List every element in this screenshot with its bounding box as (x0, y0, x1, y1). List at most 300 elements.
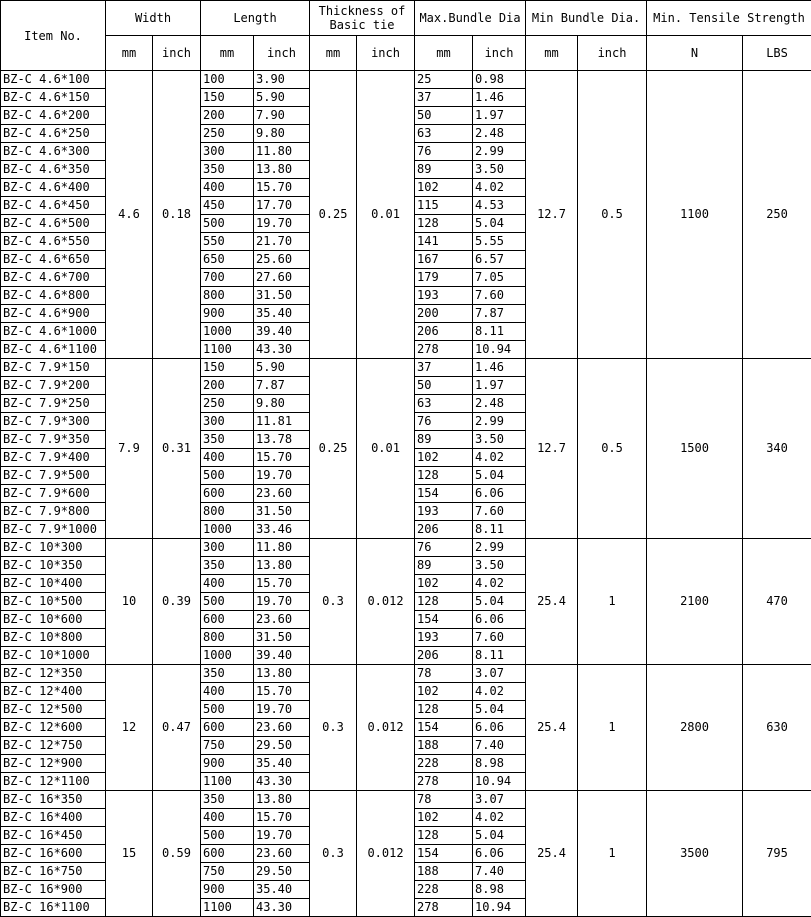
unit-min-bundle-mm: mm (526, 36, 578, 71)
max-bundle-inch-cell: 8.98 (473, 881, 526, 899)
length-inch-cell: 11.80 (254, 539, 310, 557)
item-no-cell: BZ-C 4.6*700 (1, 269, 106, 287)
length-mm-cell: 350 (201, 431, 254, 449)
max-bundle-inch-cell: 10.94 (473, 341, 526, 359)
item-no-cell: BZ-C 12*400 (1, 683, 106, 701)
max-bundle-mm-cell: 128 (415, 827, 473, 845)
max-bundle-inch-cell: 3.07 (473, 665, 526, 683)
length-inch-cell: 19.70 (254, 827, 310, 845)
length-inch-cell: 35.40 (254, 305, 310, 323)
length-mm-cell: 1100 (201, 341, 254, 359)
item-no-cell: BZ-C 7.9*600 (1, 485, 106, 503)
length-inch-cell: 23.60 (254, 485, 310, 503)
length-mm-cell: 450 (201, 197, 254, 215)
tensile-n-cell: 2800 (647, 665, 743, 791)
unit-thickness-mm: mm (310, 36, 357, 71)
max-bundle-inch-cell: 7.05 (473, 269, 526, 287)
unit-width-inch: inch (153, 36, 201, 71)
unit-thickness-inch: inch (357, 36, 415, 71)
length-mm-cell: 300 (201, 413, 254, 431)
item-no-cell: BZ-C 4.6*650 (1, 251, 106, 269)
length-inch-cell: 15.70 (254, 809, 310, 827)
tensile-lbs-cell: 470 (743, 539, 811, 665)
max-bundle-mm-cell: 200 (415, 305, 473, 323)
header-width: Width (106, 1, 201, 36)
length-mm-cell: 700 (201, 269, 254, 287)
item-no-cell: BZ-C 7.9*150 (1, 359, 106, 377)
item-no-cell: BZ-C 7.9*350 (1, 431, 106, 449)
max-bundle-inch-cell: 3.50 (473, 161, 526, 179)
item-no-cell: BZ-C 12*350 (1, 665, 106, 683)
tensile-lbs-cell: 795 (743, 791, 811, 917)
max-bundle-inch-cell: 4.02 (473, 683, 526, 701)
length-inch-cell: 15.70 (254, 575, 310, 593)
unit-min-bundle-inch: inch (578, 36, 647, 71)
max-bundle-inch-cell: 0.98 (473, 71, 526, 89)
max-bundle-mm-cell: 179 (415, 269, 473, 287)
header-min-tensile-strength: Min. Tensile Strength (647, 1, 811, 36)
max-bundle-inch-cell: 7.60 (473, 629, 526, 647)
max-bundle-inch-cell: 10.94 (473, 773, 526, 791)
tensile-n-cell: 1100 (647, 71, 743, 359)
max-bundle-inch-cell: 6.06 (473, 845, 526, 863)
max-bundle-mm-cell: 76 (415, 539, 473, 557)
max-bundle-inch-cell: 2.99 (473, 143, 526, 161)
length-mm-cell: 1100 (201, 773, 254, 791)
length-inch-cell: 33.46 (254, 521, 310, 539)
max-bundle-inch-cell: 1.46 (473, 359, 526, 377)
unit-width-mm: mm (106, 36, 153, 71)
unit-max-bundle-mm: mm (415, 36, 473, 71)
length-inch-cell: 43.30 (254, 341, 310, 359)
max-bundle-inch-cell: 7.40 (473, 737, 526, 755)
max-bundle-inch-cell: 2.99 (473, 539, 526, 557)
max-bundle-inch-cell: 7.87 (473, 305, 526, 323)
length-mm-cell: 750 (201, 737, 254, 755)
item-no-cell: BZ-C 4.6*300 (1, 143, 106, 161)
max-bundle-mm-cell: 141 (415, 233, 473, 251)
length-mm-cell: 100 (201, 71, 254, 89)
item-no-cell: BZ-C 4.6*800 (1, 287, 106, 305)
min-bundle-inch-cell: 0.5 (578, 71, 647, 359)
width-inch-cell: 0.59 (153, 791, 201, 917)
max-bundle-inch-cell: 4.02 (473, 575, 526, 593)
item-no-cell: BZ-C 4.6*550 (1, 233, 106, 251)
length-mm-cell: 500 (201, 593, 254, 611)
max-bundle-mm-cell: 63 (415, 395, 473, 413)
length-mm-cell: 600 (201, 845, 254, 863)
max-bundle-inch-cell: 8.11 (473, 323, 526, 341)
max-bundle-mm-cell: 76 (415, 413, 473, 431)
length-inch-cell: 3.90 (254, 71, 310, 89)
min-bundle-inch-cell: 0.5 (578, 359, 647, 539)
length-mm-cell: 1000 (201, 521, 254, 539)
length-inch-cell: 23.60 (254, 719, 310, 737)
max-bundle-mm-cell: 63 (415, 125, 473, 143)
thickness-mm-cell: 0.3 (310, 791, 357, 917)
max-bundle-mm-cell: 154 (415, 485, 473, 503)
max-bundle-mm-cell: 278 (415, 341, 473, 359)
max-bundle-mm-cell: 128 (415, 593, 473, 611)
thickness-inch-cell: 0.01 (357, 359, 415, 539)
length-inch-cell: 7.90 (254, 107, 310, 125)
max-bundle-mm-cell: 154 (415, 611, 473, 629)
max-bundle-inch-cell: 4.02 (473, 179, 526, 197)
item-no-cell: BZ-C 10*300 (1, 539, 106, 557)
max-bundle-mm-cell: 188 (415, 863, 473, 881)
max-bundle-mm-cell: 50 (415, 107, 473, 125)
header-min-bundle-dia: Min Bundle Dia. (526, 1, 647, 36)
length-mm-cell: 250 (201, 125, 254, 143)
length-inch-cell: 11.80 (254, 143, 310, 161)
length-mm-cell: 350 (201, 665, 254, 683)
tensile-lbs-cell: 630 (743, 665, 811, 791)
item-no-cell: BZ-C 12*1100 (1, 773, 106, 791)
item-no-cell: BZ-C 7.9*400 (1, 449, 106, 467)
length-mm-cell: 150 (201, 359, 254, 377)
item-no-cell: BZ-C 4.6*450 (1, 197, 106, 215)
item-no-cell: BZ-C 12*500 (1, 701, 106, 719)
item-no-cell: BZ-C 16*400 (1, 809, 106, 827)
length-mm-cell: 1000 (201, 323, 254, 341)
length-inch-cell: 19.70 (254, 215, 310, 233)
length-inch-cell: 7.87 (254, 377, 310, 395)
item-no-cell: BZ-C 16*350 (1, 791, 106, 809)
min-bundle-mm-cell: 12.7 (526, 71, 578, 359)
header-length: Length (201, 1, 310, 36)
length-inch-cell: 15.70 (254, 179, 310, 197)
tensile-n-cell: 2100 (647, 539, 743, 665)
min-bundle-mm-cell: 25.4 (526, 791, 578, 917)
max-bundle-mm-cell: 154 (415, 845, 473, 863)
item-no-cell: BZ-C 12*600 (1, 719, 106, 737)
length-mm-cell: 300 (201, 143, 254, 161)
max-bundle-mm-cell: 228 (415, 881, 473, 899)
item-no-cell: BZ-C 7.9*500 (1, 467, 106, 485)
max-bundle-inch-cell: 6.06 (473, 485, 526, 503)
thickness-mm-cell: 0.3 (310, 539, 357, 665)
length-mm-cell: 500 (201, 827, 254, 845)
length-mm-cell: 600 (201, 719, 254, 737)
length-mm-cell: 800 (201, 629, 254, 647)
max-bundle-mm-cell: 102 (415, 575, 473, 593)
length-mm-cell: 150 (201, 89, 254, 107)
thickness-inch-cell: 0.01 (357, 71, 415, 359)
length-inch-cell: 23.60 (254, 611, 310, 629)
max-bundle-inch-cell: 7.60 (473, 287, 526, 305)
item-no-cell: BZ-C 12*900 (1, 755, 106, 773)
item-no-cell: BZ-C 7.9*1000 (1, 521, 106, 539)
length-inch-cell: 19.70 (254, 701, 310, 719)
length-mm-cell: 400 (201, 179, 254, 197)
width-inch-cell: 0.47 (153, 665, 201, 791)
max-bundle-mm-cell: 193 (415, 503, 473, 521)
thickness-mm-cell: 0.3 (310, 665, 357, 791)
item-no-cell: BZ-C 7.9*800 (1, 503, 106, 521)
max-bundle-inch-cell: 3.50 (473, 431, 526, 449)
length-inch-cell: 31.50 (254, 503, 310, 521)
max-bundle-inch-cell: 5.55 (473, 233, 526, 251)
length-inch-cell: 35.40 (254, 755, 310, 773)
thickness-mm-cell: 0.25 (310, 71, 357, 359)
length-inch-cell: 43.30 (254, 899, 310, 917)
max-bundle-mm-cell: 89 (415, 557, 473, 575)
min-bundle-inch-cell: 1 (578, 791, 647, 917)
width-inch-cell: 0.18 (153, 71, 201, 359)
item-no-cell: BZ-C 4.6*150 (1, 89, 106, 107)
length-mm-cell: 900 (201, 881, 254, 899)
length-inch-cell: 39.40 (254, 647, 310, 665)
thickness-inch-cell: 0.012 (357, 665, 415, 791)
length-mm-cell: 400 (201, 683, 254, 701)
table-row (1, 71, 811, 89)
length-inch-cell: 5.90 (254, 359, 310, 377)
length-mm-cell: 800 (201, 503, 254, 521)
max-bundle-mm-cell: 167 (415, 251, 473, 269)
max-bundle-mm-cell: 193 (415, 287, 473, 305)
max-bundle-inch-cell: 2.48 (473, 125, 526, 143)
max-bundle-mm-cell: 193 (415, 629, 473, 647)
length-mm-cell: 250 (201, 395, 254, 413)
max-bundle-inch-cell: 1.97 (473, 377, 526, 395)
width-mm-cell: 15 (106, 791, 153, 917)
min-bundle-mm-cell: 12.7 (526, 359, 578, 539)
length-inch-cell: 29.50 (254, 737, 310, 755)
length-mm-cell: 600 (201, 485, 254, 503)
max-bundle-mm-cell: 76 (415, 143, 473, 161)
width-mm-cell: 10 (106, 539, 153, 665)
length-mm-cell: 1100 (201, 899, 254, 917)
thickness-inch-cell: 0.012 (357, 791, 415, 917)
width-mm-cell: 4.6 (106, 71, 153, 359)
length-mm-cell: 550 (201, 233, 254, 251)
length-mm-cell: 500 (201, 467, 254, 485)
item-no-cell: BZ-C 4.6*1000 (1, 323, 106, 341)
min-bundle-mm-cell: 25.4 (526, 539, 578, 665)
max-bundle-inch-cell: 4.02 (473, 809, 526, 827)
item-no-cell: BZ-C 12*750 (1, 737, 106, 755)
width-inch-cell: 0.39 (153, 539, 201, 665)
length-inch-cell: 9.80 (254, 125, 310, 143)
length-mm-cell: 650 (201, 251, 254, 269)
width-mm-cell: 12 (106, 665, 153, 791)
length-mm-cell: 500 (201, 701, 254, 719)
length-mm-cell: 400 (201, 449, 254, 467)
item-no-cell: BZ-C 16*1100 (1, 899, 106, 917)
table-body (1, 71, 811, 917)
max-bundle-mm-cell: 37 (415, 359, 473, 377)
max-bundle-inch-cell: 1.46 (473, 89, 526, 107)
length-inch-cell: 17.70 (254, 197, 310, 215)
max-bundle-mm-cell: 102 (415, 179, 473, 197)
length-mm-cell: 350 (201, 791, 254, 809)
table-row (1, 791, 811, 809)
length-inch-cell: 31.50 (254, 629, 310, 647)
item-no-cell: BZ-C 16*750 (1, 863, 106, 881)
unit-tensile-n: N (647, 36, 743, 71)
length-inch-cell: 29.50 (254, 863, 310, 881)
item-no-cell: BZ-C 10*500 (1, 593, 106, 611)
max-bundle-inch-cell: 4.53 (473, 197, 526, 215)
item-no-cell: BZ-C 4.6*400 (1, 179, 106, 197)
length-mm-cell: 900 (201, 755, 254, 773)
item-no-cell: BZ-C 4.6*350 (1, 161, 106, 179)
max-bundle-mm-cell: 89 (415, 431, 473, 449)
item-no-cell: BZ-C 7.9*250 (1, 395, 106, 413)
length-mm-cell: 500 (201, 215, 254, 233)
length-mm-cell: 350 (201, 161, 254, 179)
unit-tensile-lbs: LBS (743, 36, 811, 71)
max-bundle-inch-cell: 5.04 (473, 467, 526, 485)
max-bundle-mm-cell: 278 (415, 899, 473, 917)
max-bundle-inch-cell: 3.50 (473, 557, 526, 575)
tensile-n-cell: 1500 (647, 359, 743, 539)
length-inch-cell: 9.80 (254, 395, 310, 413)
width-mm-cell: 7.9 (106, 359, 153, 539)
tensile-lbs-cell: 250 (743, 71, 811, 359)
max-bundle-mm-cell: 128 (415, 701, 473, 719)
max-bundle-mm-cell: 102 (415, 683, 473, 701)
unit-length-mm: mm (201, 36, 254, 71)
max-bundle-mm-cell: 154 (415, 719, 473, 737)
item-no-cell: BZ-C 4.6*250 (1, 125, 106, 143)
max-bundle-mm-cell: 37 (415, 89, 473, 107)
length-inch-cell: 27.60 (254, 269, 310, 287)
thickness-mm-cell: 0.25 (310, 359, 357, 539)
length-inch-cell: 15.70 (254, 683, 310, 701)
length-inch-cell: 15.70 (254, 449, 310, 467)
length-mm-cell: 350 (201, 557, 254, 575)
max-bundle-mm-cell: 78 (415, 665, 473, 683)
item-no-cell: BZ-C 10*350 (1, 557, 106, 575)
min-bundle-inch-cell: 1 (578, 539, 647, 665)
length-inch-cell: 19.70 (254, 467, 310, 485)
length-mm-cell: 200 (201, 377, 254, 395)
length-mm-cell: 600 (201, 611, 254, 629)
max-bundle-mm-cell: 50 (415, 377, 473, 395)
length-inch-cell: 39.40 (254, 323, 310, 341)
max-bundle-inch-cell: 1.97 (473, 107, 526, 125)
max-bundle-mm-cell: 206 (415, 323, 473, 341)
tensile-lbs-cell: 340 (743, 359, 811, 539)
max-bundle-inch-cell: 2.99 (473, 413, 526, 431)
max-bundle-inch-cell: 6.06 (473, 719, 526, 737)
max-bundle-inch-cell: 10.94 (473, 899, 526, 917)
max-bundle-mm-cell: 78 (415, 791, 473, 809)
length-mm-cell: 400 (201, 809, 254, 827)
item-no-cell: BZ-C 7.9*200 (1, 377, 106, 395)
max-bundle-inch-cell: 5.04 (473, 593, 526, 611)
thickness-inch-cell: 0.012 (357, 539, 415, 665)
length-mm-cell: 750 (201, 863, 254, 881)
length-mm-cell: 400 (201, 575, 254, 593)
max-bundle-inch-cell: 8.98 (473, 755, 526, 773)
length-inch-cell: 43.30 (254, 773, 310, 791)
header-item-no: Item No. (1, 1, 106, 71)
length-inch-cell: 35.40 (254, 881, 310, 899)
max-bundle-inch-cell: 4.02 (473, 449, 526, 467)
max-bundle-inch-cell: 6.57 (473, 251, 526, 269)
max-bundle-inch-cell: 7.40 (473, 863, 526, 881)
max-bundle-mm-cell: 206 (415, 521, 473, 539)
header-thickness: Thickness of Basic tie (310, 1, 415, 36)
item-no-cell: BZ-C 4.6*200 (1, 107, 106, 125)
max-bundle-inch-cell: 8.11 (473, 521, 526, 539)
max-bundle-mm-cell: 102 (415, 449, 473, 467)
max-bundle-mm-cell: 89 (415, 161, 473, 179)
max-bundle-mm-cell: 128 (415, 215, 473, 233)
length-inch-cell: 25.60 (254, 251, 310, 269)
max-bundle-inch-cell: 2.48 (473, 395, 526, 413)
item-no-cell: BZ-C 4.6*500 (1, 215, 106, 233)
max-bundle-mm-cell: 206 (415, 647, 473, 665)
table-row (1, 359, 811, 377)
max-bundle-mm-cell: 188 (415, 737, 473, 755)
item-no-cell: BZ-C 7.9*300 (1, 413, 106, 431)
unit-length-inch: inch (254, 36, 310, 71)
max-bundle-inch-cell: 8.11 (473, 647, 526, 665)
max-bundle-inch-cell: 5.04 (473, 215, 526, 233)
length-inch-cell: 23.60 (254, 845, 310, 863)
header-row-units (1, 36, 811, 71)
min-bundle-mm-cell: 25.4 (526, 665, 578, 791)
length-inch-cell: 5.90 (254, 89, 310, 107)
min-bundle-inch-cell: 1 (578, 665, 647, 791)
tensile-n-cell: 3500 (647, 791, 743, 917)
length-mm-cell: 1000 (201, 647, 254, 665)
length-inch-cell: 11.81 (254, 413, 310, 431)
table-row (1, 539, 811, 557)
length-mm-cell: 200 (201, 107, 254, 125)
max-bundle-mm-cell: 115 (415, 197, 473, 215)
unit-max-bundle-inch: inch (473, 36, 526, 71)
max-bundle-inch-cell: 7.60 (473, 503, 526, 521)
table-row (1, 665, 811, 683)
length-mm-cell: 300 (201, 539, 254, 557)
item-no-cell: BZ-C 10*400 (1, 575, 106, 593)
header-max-bundle-dia: Max.Bundle Dia (415, 1, 526, 36)
length-inch-cell: 13.80 (254, 161, 310, 179)
length-inch-cell: 13.80 (254, 791, 310, 809)
max-bundle-mm-cell: 25 (415, 71, 473, 89)
length-mm-cell: 900 (201, 305, 254, 323)
item-no-cell: BZ-C 4.6*100 (1, 71, 106, 89)
item-no-cell: BZ-C 16*450 (1, 827, 106, 845)
item-no-cell: BZ-C 10*1000 (1, 647, 106, 665)
item-no-cell: BZ-C 10*600 (1, 611, 106, 629)
max-bundle-inch-cell: 5.04 (473, 827, 526, 845)
max-bundle-mm-cell: 102 (415, 809, 473, 827)
item-no-cell: BZ-C 4.6*1100 (1, 341, 106, 359)
length-inch-cell: 13.80 (254, 557, 310, 575)
length-inch-cell: 13.80 (254, 665, 310, 683)
item-no-cell: BZ-C 16*600 (1, 845, 106, 863)
max-bundle-mm-cell: 128 (415, 467, 473, 485)
header-row-main (1, 1, 811, 36)
max-bundle-inch-cell: 5.04 (473, 701, 526, 719)
item-no-cell: BZ-C 10*800 (1, 629, 106, 647)
max-bundle-inch-cell: 3.07 (473, 791, 526, 809)
item-no-cell: BZ-C 16*900 (1, 881, 106, 899)
length-inch-cell: 13.78 (254, 431, 310, 449)
length-inch-cell: 31.50 (254, 287, 310, 305)
length-inch-cell: 21.70 (254, 233, 310, 251)
item-no-cell: BZ-C 4.6*900 (1, 305, 106, 323)
max-bundle-mm-cell: 278 (415, 773, 473, 791)
max-bundle-inch-cell: 6.06 (473, 611, 526, 629)
max-bundle-mm-cell: 228 (415, 755, 473, 773)
length-mm-cell: 800 (201, 287, 254, 305)
